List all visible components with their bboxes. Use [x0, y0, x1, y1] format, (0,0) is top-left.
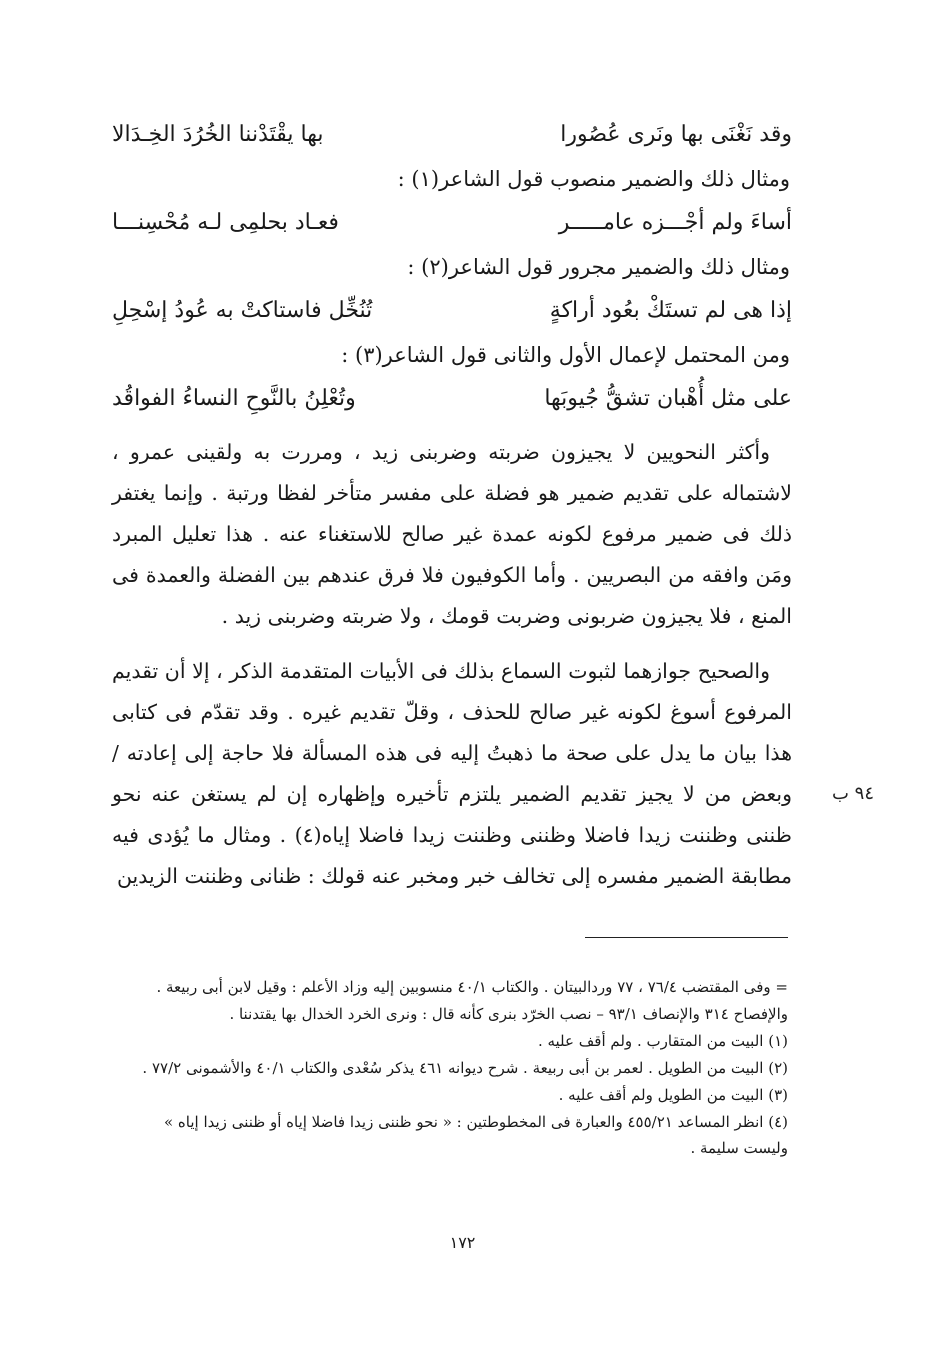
- main-text: [112, 112, 792, 897]
- verse-intro-2: ومثال ذلك والضمير منصوب قول الشاعر(١) :: [397, 167, 790, 191]
- manuscript-folio-marker: ٩٤ ب: [832, 783, 875, 804]
- verse-2: [112, 200, 792, 246]
- verse-3-first-hemistich: إذا هى لم تستَكْ بعُود أراكةٍ: [549, 298, 792, 323]
- verse-1-second-hemistich: بها يقْتَدْننا الخُرُدَ الخِـدَالا: [112, 122, 324, 147]
- verse-1: [112, 112, 792, 158]
- verse-3-second-hemistich: تُنُخِّل فاستاكتْ به عُودُ إسْحِلِ: [112, 298, 373, 323]
- footnote-1: (١) البيت من المتقارب . ولم أقف عليه .: [537, 1032, 788, 1050]
- footnote-separator: [585, 937, 788, 938]
- paragraph-2: والصحيح جوازهما لثبوت السماع بذلك فى الأبيات المتقدمة الذكر ، إلا أن تقديم المرفوع أسوغ لكونه غير صالح للحذف ، وقلّ تقديم غيره . وقد تقدّم فى كتابى هذا بيان ما يدل على صحة ما ذهبتُ إليه فى هذه المسألة فلا حاجة إلى إعادته / وبعض من لا يجيز تقديم الضمير يلتزم تأخيره وإظهاره إن لم يستغن عنه نحو ظننى وظننت زيدا فاضلا وظننى وظننت زيدا فاضلا إياه(٤) . ومثال ما يُؤدى فيه مطابقة الضمير مفسره إلى تخالف خبر ومخبر عنه قولك : ظنانى وظننت الزيدين: [112, 659, 792, 888]
- page-number: ١٧٢: [449, 1233, 476, 1252]
- verse-2-first-hemistich: أساءَ ولم أجْـــزه عامـــــر: [558, 210, 792, 235]
- footnote-3: (٣) البيت من الطويل ولم أقف عليه .: [558, 1086, 788, 1104]
- footnote-continuation: = وفى المقتضب ٧٦/٤ ، ٧٧ وردالبيتان . والكتاب ٤٠/١ منسوبين إليه وزاد الأعلم : وقيل لابن أبى ربيعة .: [156, 978, 788, 996]
- verse-4-first-hemistich: على مثل أُهْبان تشقُّ جُيوبَها: [544, 386, 792, 411]
- verse-2-second-hemistich: فعـاد بحلمِى لـه مُحْسِنـــا: [112, 210, 339, 235]
- footnote-4: (٤) انظر المساعد ٤٥٥/٢١ والعبارة فى المخطوطتين : « نحو ظننى زيدا فاضلا إياه أو ظننى زيدا إياه » وليست سليمة .: [163, 1113, 788, 1157]
- verse-1-first-hemistich: وقد نَغْنَى بها ونَرى عُصُورا: [560, 122, 792, 147]
- verse-intro-3: ومثال ذلك والضمير مجرور قول الشاعر(٢) :: [407, 255, 790, 279]
- paragraph-1: وأكثر النحويين لا يجيزون ضربته وضربنى زيد ، ومررت به ولقينى عمرو ، لاشتماله على تقديم ضمير هو فضلة على مفسر متأخر لفظا ورتبة . وإنما يغتفر ذلك فى ضمير مرفوع لكونه عمدة غير صالح للاستغناء عنه . هذا تعليل المبرد ومَن وافقه من البصريين . وأما الكوفيون فلا فرق عندهم بين الفضلة والعمدة فى المنع ، فلا يجيزون ضربونى وضربت قومك ، ولا ضربته وضربنى زيد .: [112, 440, 792, 628]
- footnote-continuation-2: والإفصاح ٣١٤ والإنصاف ٩٣/١ – نصب الخرّد بنرى كأنه قال : ونرى الخرد الخدال بها يقتدننا .: [229, 1005, 788, 1023]
- verse-4: [112, 376, 792, 422]
- verse-intro-4: ومن المحتمل لإعمال الأول والثانى قول الشاعر(٣) :: [341, 343, 790, 367]
- verse-4-second-hemistich: وتُعْلِنُ بالنَّوحِ النساءُ الفواقُد: [112, 386, 356, 411]
- verse-3: [112, 288, 792, 334]
- prose-body: [112, 432, 792, 897]
- footnote-2: (٢) البيت من الطويل . لعمر بن أبى ربيعة . شرح ديوانه ٤٦١ يذكر سُعْدى والكتاب ٤٠/١ والأشمونى ٧٧/٢ .: [142, 1059, 788, 1077]
- footnotes: [118, 974, 788, 1162]
